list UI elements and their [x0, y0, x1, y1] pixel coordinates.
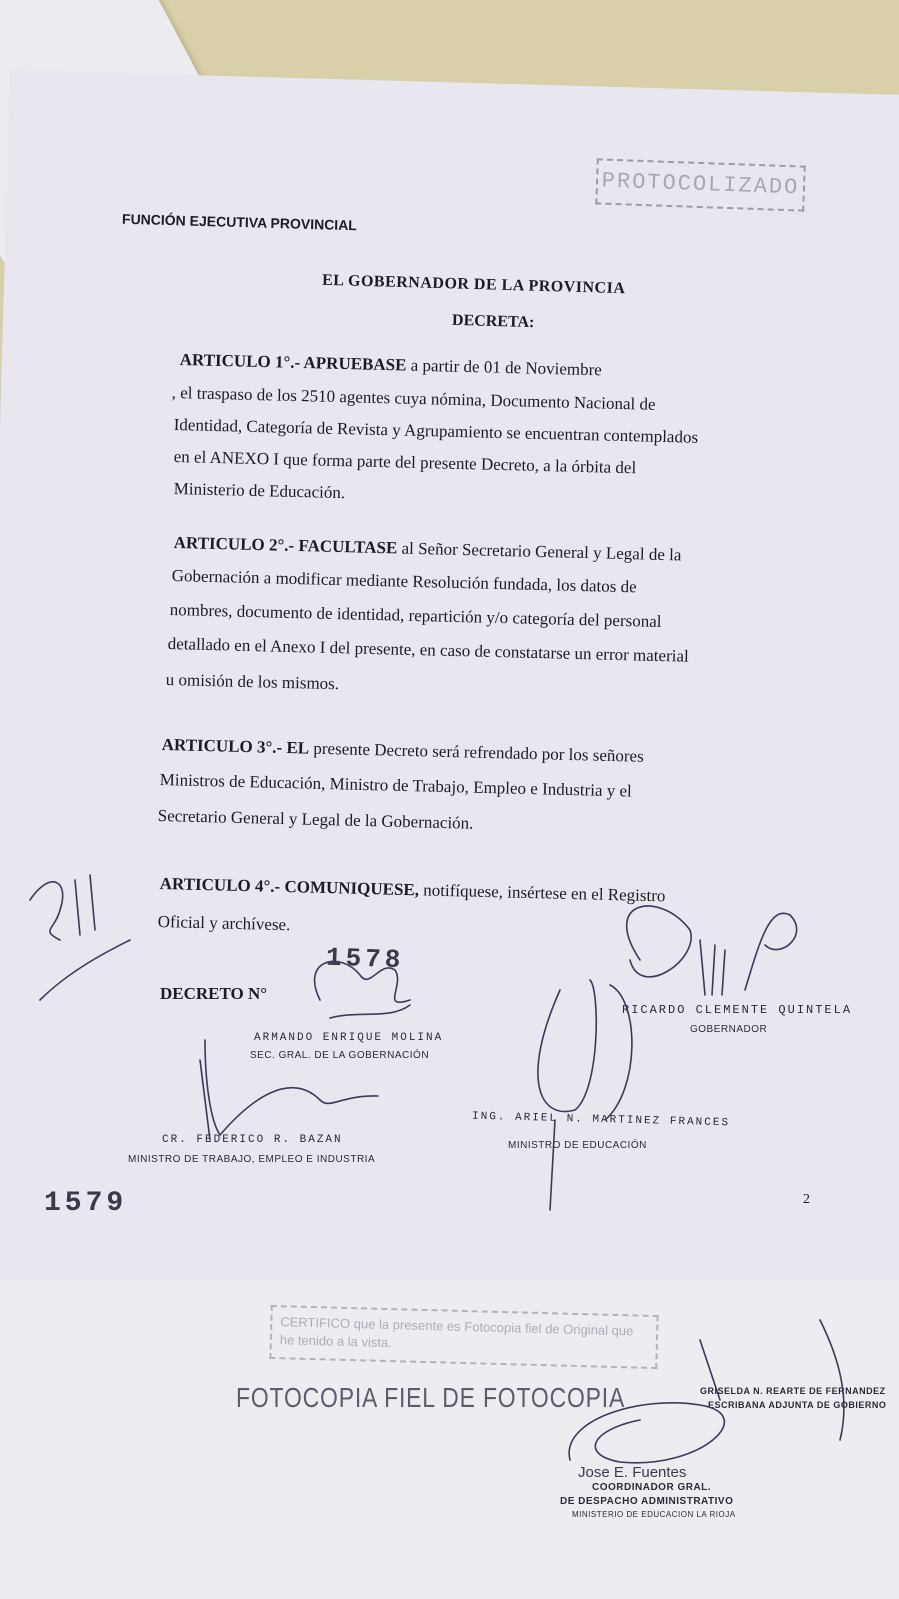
article-2-text: al Señor Secretario General y Legal de la	[401, 538, 682, 565]
coordinator-line-2: DE DESPACHO ADMINISTRATIVO	[560, 1496, 734, 1507]
article-3-line: Ministros de Educación, Ministro de Trabajo, Empleo e Industria y el	[159, 770, 633, 801]
education-minister-name: ING. ARIEL N. MARTINEZ FRANCES	[471, 1110, 731, 1130]
education-minister-signature	[538, 980, 632, 1210]
decree-number-stamp: 1578	[325, 942, 405, 976]
article-3-text: presente Decreto será refrendado por los señores	[313, 738, 644, 766]
article-1-line: Ministerio de Educación.	[173, 479, 346, 503]
decreta-label: DECRETA:	[451, 311, 535, 332]
adjunta-name: GRISELDA N. REARTE DE FERNANDEZ	[700, 1386, 886, 1396]
article-2-line: Gobernación a modificar mediante Resolución fundada, los datos de	[171, 566, 637, 597]
article-4-label: ARTICULO 4°.- COMUNIQUESE,	[159, 874, 420, 900]
article-1-line: Identidad, Categoría de Revista y Agrupamiento se encuentran contemplados	[173, 415, 699, 447]
decree-number-label: DECRETO N°	[160, 984, 268, 1003]
article-1-line: en el ANEXO I que forma parte del presente Decreto, a la órbita del	[173, 447, 637, 478]
decree-number-bottom: 1579	[44, 1188, 128, 1219]
labor-minister-signature	[200, 1040, 378, 1140]
labor-minister-name: CR. FEDERICO R. BAZAN	[162, 1134, 343, 1146]
secretary-name: ARMANDO ENRIQUE MOLINA	[254, 1032, 444, 1044]
secretary-title: SEC. GRAL. DE LA GOBERNACIÓN	[250, 1050, 430, 1061]
governor-signature	[627, 906, 797, 995]
governor-name: RICARDO CLEMENTE QUINTELA	[622, 1003, 853, 1017]
article-1-line: , el traspaso de los 2510 agentes cuya nómina, Documento Nacional de	[171, 383, 656, 414]
adjunta-title: ESCRIBANA ADJUNTA DE GOBIERNO	[708, 1400, 887, 1410]
protocolizado-stamp: PROTOCOLIZADO	[595, 158, 805, 211]
article-1-label: ARTICULO 1°.- APRUEBASE	[179, 350, 407, 375]
margin-initials	[30, 875, 130, 1000]
article-4-line: Oficial y archívese.	[157, 912, 291, 935]
article-2-line: detallado en el Anexo I del presente, en caso de constatarse un error material	[167, 634, 689, 666]
decree-heading: EL GOBERNADOR DE LA PROVINCIA	[321, 271, 626, 298]
secretary-signature	[315, 961, 410, 1018]
coordinator-line-1: COORDINADOR GRAL.	[592, 1482, 712, 1493]
adjunta-signature	[700, 1320, 844, 1440]
labor-minister-title: MINISTRO DE TRABAJO, EMPLEO E INDUSTRIA	[128, 1154, 376, 1165]
page-number: 2	[803, 1192, 810, 1207]
article-2-line: nombres, documento de identidad, repartición y/o categoría del personal	[169, 600, 662, 632]
article-1-text: a partir de 01 de Noviembre	[410, 355, 603, 380]
coordinator-line-3: MINISTERIO DE EDUCACION LA RIOJA	[572, 1510, 736, 1519]
article-2-line: u omisión de los mismos.	[165, 670, 340, 694]
institution-header: FUNCIÓN EJECUTIVA PROVINCIAL	[121, 210, 358, 234]
coordinator-signature	[569, 1403, 724, 1463]
article-3-line: Secretario General y Legal de la Gobernación.	[157, 806, 474, 833]
education-minister-title: MINISTRO DE EDUCACIÓN	[508, 1140, 647, 1151]
certification-stamp: CERTIFICO que la presente es Fotocopia fiel de Original que he tenido a la vista.	[269, 1305, 658, 1369]
article-3-label: ARTICULO 3°.- EL	[161, 735, 310, 758]
coordinator-name: Jose E. Fuentes	[578, 1464, 687, 1481]
governor-title: GOBERNADOR	[690, 1024, 768, 1035]
fotocopia-stamp: FOTOCOPIA FIEL DE FOTOCOPIA	[236, 1382, 626, 1413]
article-2-label: ARTICULO 2°.- FACULTASE	[173, 533, 398, 558]
article-4-text: notifíquese, insértese en el Registro	[423, 880, 666, 906]
